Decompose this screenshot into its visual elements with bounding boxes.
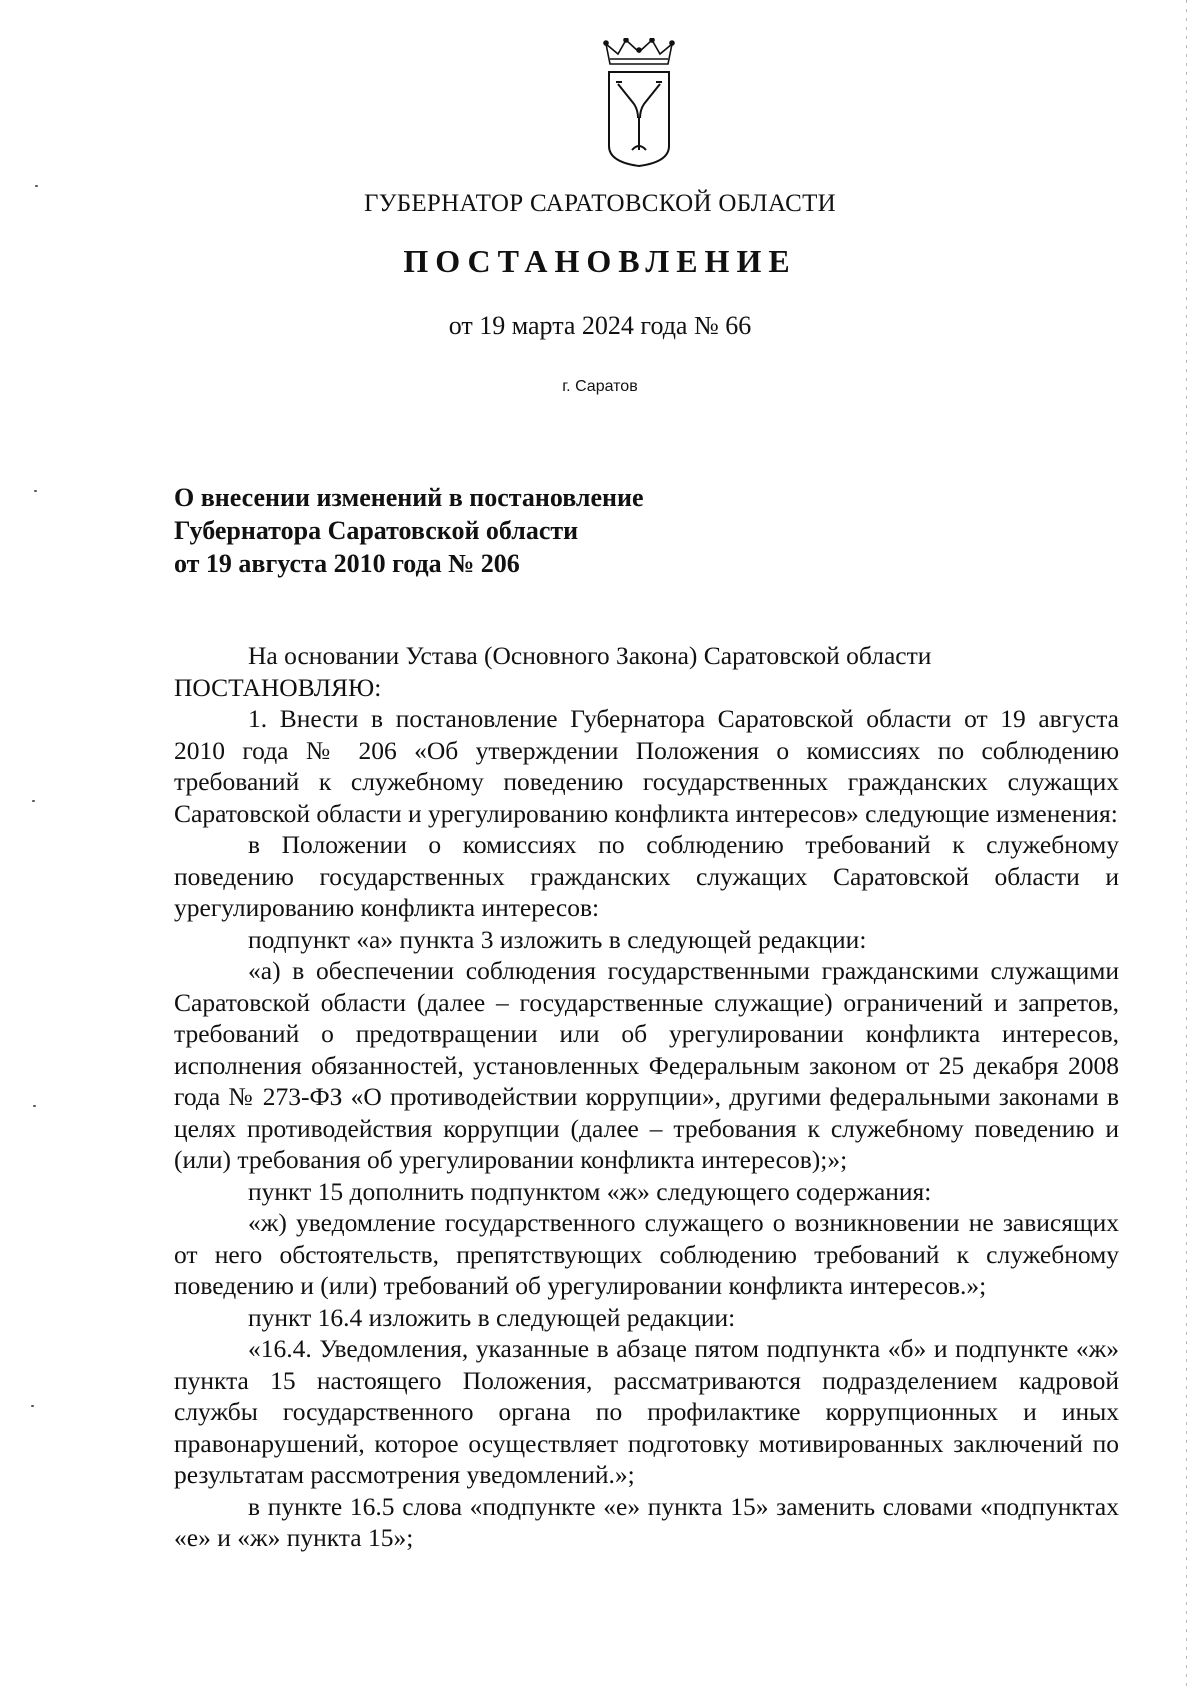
document-subject: [174, 481, 874, 580]
preamble-paragraph: На основании Устава (Основного Закона) Саратовской области: [248, 641, 932, 670]
scan-artifact: [32, 800, 35, 802]
body-paragraph: пункт 16.4 изложить в следующей редакции:: [248, 1302, 736, 1332]
crown-icon: [604, 38, 674, 64]
subject-line: от 19 августа 2010 года № 206: [174, 549, 520, 578]
scan-artifact: [35, 185, 38, 187]
body-paragraph: в пункте 16.5 слова «подпункте «е» пункта 15» заменить словами «подпунктах «е» и «ж» пункта 15»;: [174, 1491, 1119, 1552]
body-paragraph: «16.4. Уведомления, указанные в абзаце пятом подпункта «б» и подпункте «ж» пункта 15 настоящего Положения, рассматриваются подразделением кадровой службы государственного органа по профилактике коррупционных и иных правонарушений, которое осуществляет подготовку мотивированных заключений по результатам рассмотрения уведомлений.»;: [174, 1334, 1119, 1489]
document-type-title: ПОСТАНОВЛЕНИЕ: [403, 243, 797, 279]
body-paragraph: «а) в обеспечении соблюдения государственными гражданскими служащими Саратовской области (далее – государственные служащие) ограничений и запретов, требований о предотвращении или об урегулировании конфликта интересов, исполнения обязанностей, установленных Федеральным законом от 25 декабря 2008 года № 273-ФЗ «О противодействии коррупции», другими федеральными законами в целях противодействия коррупции (далее – требования к служебному поведению и (или) требования об урегулировании конфликта интересов);»;: [174, 956, 1119, 1174]
document-place: г. Саратов: [562, 378, 638, 395]
body-paragraph: пункт 15 дополнить подпунктом «ж» следующего содержания:: [248, 1176, 932, 1206]
issuing-authority: ГУБЕРНАТОР САРАТОВСКОЙ ОБЛАСТИ: [363, 190, 837, 217]
document-date-number: от 19 марта 2024 года № 66: [448, 311, 752, 340]
document-body: [174, 640, 1119, 1554]
scan-edge-line: [1186, 0, 1187, 1691]
subject-line: О внесении изменений в постановление: [174, 483, 644, 512]
body-paragraph: подпункт «а» пункта 3 изложить в следующей редакции:: [248, 924, 867, 954]
body-paragraph: «ж) уведомление государственного служащего о возникновении не зависящих от него обстоятельств, препятствующих соблюдению требований к служебному поведению и (или) требований об урегулировании конфликта интересов.»;: [174, 1208, 1119, 1300]
coat-of-arms-emblem: [596, 38, 682, 168]
resolve-keyword: ПОСТАНОВЛЯЮ:: [174, 672, 382, 702]
scan-artifact: [34, 490, 37, 492]
scan-artifact: [33, 1105, 36, 1107]
scan-artifact: [31, 1405, 34, 1407]
subject-line: Губернатора Саратовской области: [174, 516, 579, 545]
body-paragraph: в Положении о комиссиях по соблюдению требований к служебному поведению государственных гражданских служащих Саратовской области и урегулированию конфликта интересов:: [174, 830, 1119, 922]
body-paragraph: 1. Внести в постановление Губернатора Саратовской области от 19 августа 2010 года № 206 «Об утверждении Положения о комиссиях по соблюдению требований к служебному поведению государственных гражданских служащих Саратовской области и урегулированию конфликта интересов» следующие изменения:: [174, 704, 1119, 828]
